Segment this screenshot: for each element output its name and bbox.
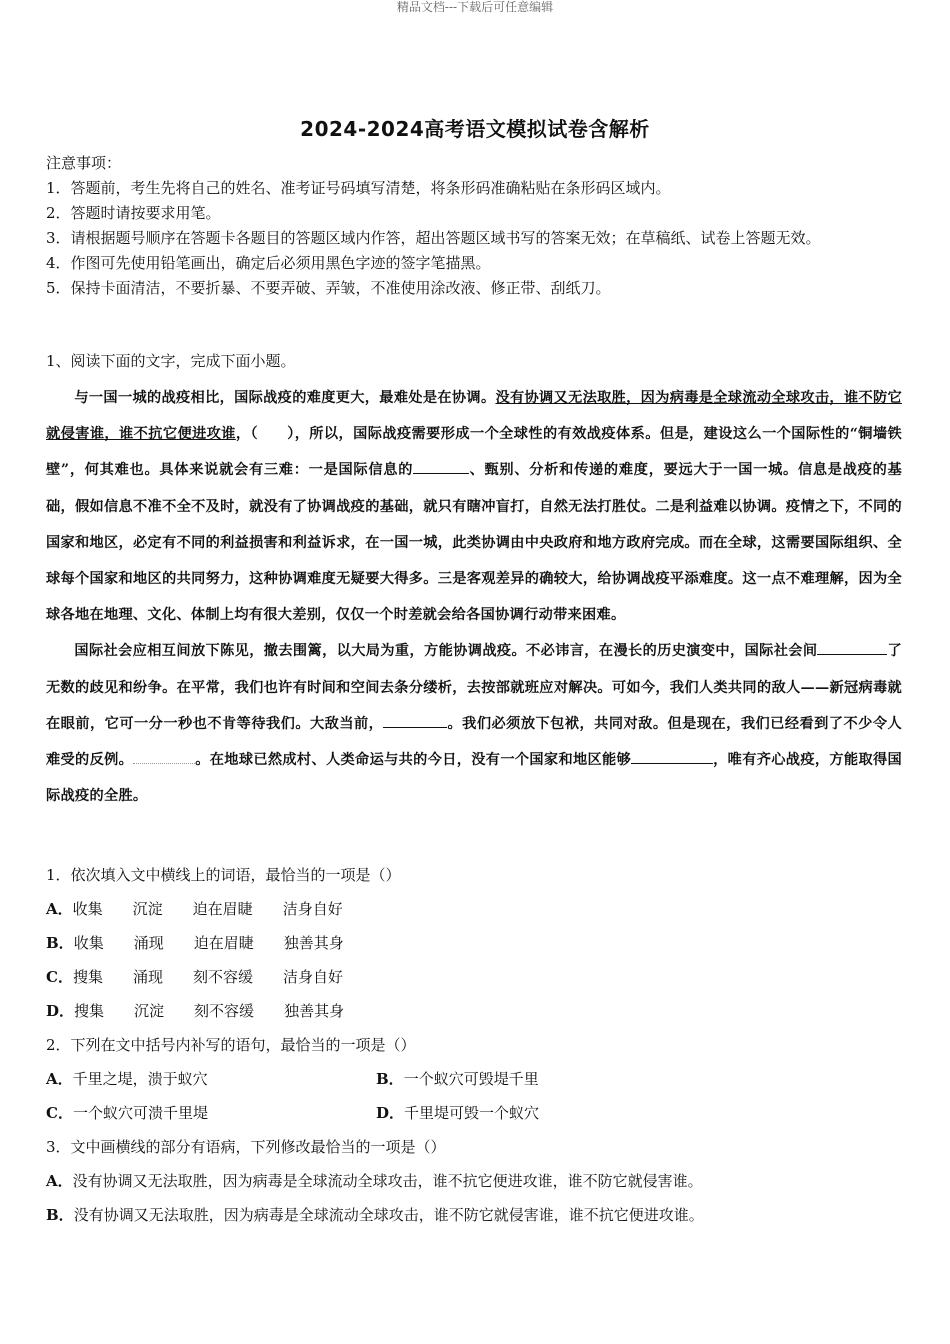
option-d[interactable]: D．千里堤可毁一个蚁穴 <box>376 1104 540 1122</box>
option-c[interactable]: C．一个蚁穴可溃千里堤 <box>46 1104 208 1122</box>
question-stem: 2．下列在文中括号内补写的语句，最恰当的一项是（） <box>46 1036 416 1054</box>
reading-passage <box>46 380 902 814</box>
notice-item: 5．保持卡面清洁，不要折暴、不要弄破、弄皱，不准使用涂改液、修正带、刮纸刀。 <box>46 279 611 297</box>
notice-item: 2．答题时请按要求用笔。 <box>46 204 221 222</box>
passage-paragraph-2: 国际社会应相互间放下陈见，撤去围篱，以大局为重，方能协调战疫。不必讳言，在漫长的历史演变中，国际社会间 了无数的歧见和纷争。在平常，我们也许有时间和空间去条分缕析，去按部就班应对解决。可如今，我们人类共同的敌人——新冠病毒就在眼前，它可一分一秒也不肯等待我们。大敌当前， 。我们必须放下包袱，共同对敌。但是现在，我们已经看到了不少令人难受的反例。 。在地球已然成村、人类命运与共的今日，没有一个国家和地区能够 ，唯有齐心战疫，方能取得国际战疫的全胜。 <box>46 633 902 814</box>
notice-item: 4．作图可先使用铅笔画出，确定后必须用黑色字迹的签字笔描黑。 <box>46 254 491 272</box>
option-d[interactable]: D．搜集 沉淀 刻不容缓 独善其身 <box>46 1002 345 1020</box>
notice-item: 3．请根据题号顺序在答题卡各题目的答题区域内作答，超出答题区域书写的答案无效；在草稿纸、试卷上答题无效。 <box>46 229 821 247</box>
option-b[interactable]: B．收集 涌现 迫在眉睫 独善其身 <box>46 934 344 952</box>
notice-item: 1．答题前，考生先将自己的姓名、准考证号码填写清楚，将条形码准确粘贴在条形码区域内。 <box>46 179 671 197</box>
option-a[interactable]: A．收集 沉淀 迫在眉睫 洁身自好 <box>46 900 343 918</box>
wavy-blank <box>133 750 195 764</box>
section-heading: 1、阅读下面的文字，完成下面小题。 <box>46 352 296 370</box>
fill-blank <box>817 640 887 656</box>
underlined-sentence: 没有协调又无法取胜，因为病毒是全球流动全球攻击，谁不防它就侵害谁，谁不抗它便进攻谁 <box>46 390 902 443</box>
notice-heading: 注意事项： <box>46 154 122 172</box>
question-stem: 3．文中画横线的部分有语病，下列修改最恰当的一项是（） <box>46 1138 446 1156</box>
fill-blank <box>631 748 713 764</box>
notice-section <box>46 151 916 301</box>
header-note: 精品文档---下载后可任意编辑 <box>396 0 554 14</box>
option-a[interactable]: A．千里之堤，溃于蚁穴 <box>46 1070 208 1088</box>
fill-blank <box>383 712 447 728</box>
question-stem: 1．依次填入文中横线上的词语，最恰当的一项是（） <box>46 866 401 884</box>
page-title: 2024-2024高考语文模拟试卷含解析 <box>300 117 650 141</box>
option-a[interactable]: A．没有协调又无法取胜，因为病毒是全球流动全球攻击，谁不抗它便进攻谁，谁不防它就侵害谁。 <box>46 1172 703 1190</box>
option-c[interactable]: C．搜集 涌现 刻不容缓 洁身自好 <box>46 968 344 986</box>
questions-section <box>46 858 916 1232</box>
option-b[interactable]: B．没有协调又无法取胜，因为病毒是全球流动全球攻击，谁不防它就侵害谁，谁不抗它便进攻谁。 <box>46 1206 704 1224</box>
option-b[interactable]: B．一个蚁穴可毁堤千里 <box>376 1070 539 1088</box>
fill-blank <box>413 459 469 475</box>
passage-paragraph-1: 与一国一城的战疫相比，国际战疫的难度更大，最难处是在协调。没有协调又无法取胜，因为病毒是全球流动全球攻击，谁不防它就侵害谁，谁不抗它便进攻谁，（ ），所以，国际战疫需要形成一个全球性的有效战疫体系。但是，建设这么一个国际性的“铜墙铁壁”，何其难也。具体来说就会有三难：一是国际信息的 、甄别、分析和传递的难度，要远大于一国一城。信息是战疫的基础，假如信息不准不全不及时，就没有了协调战疫的基础，就只有瞎冲盲打，自然无法打胜仗。二是利益难以协调。疫情之下，不同的国家和地区，必定有不同的利益损害和利益诉求，在一国一城，此类协调由中央政府和地方政府完成。而在全球，这需要国际组织、全球每个国家和地区的共同努力，这种协调难度无疑要大得多。三是客观差异的确较大，给协调战疫平添难度。这一点不难理解，因为全球各地在地理、文化、体制上均有很大差别，仅仅一个时差就会给各国协调行动带来困难。 <box>46 390 903 624</box>
